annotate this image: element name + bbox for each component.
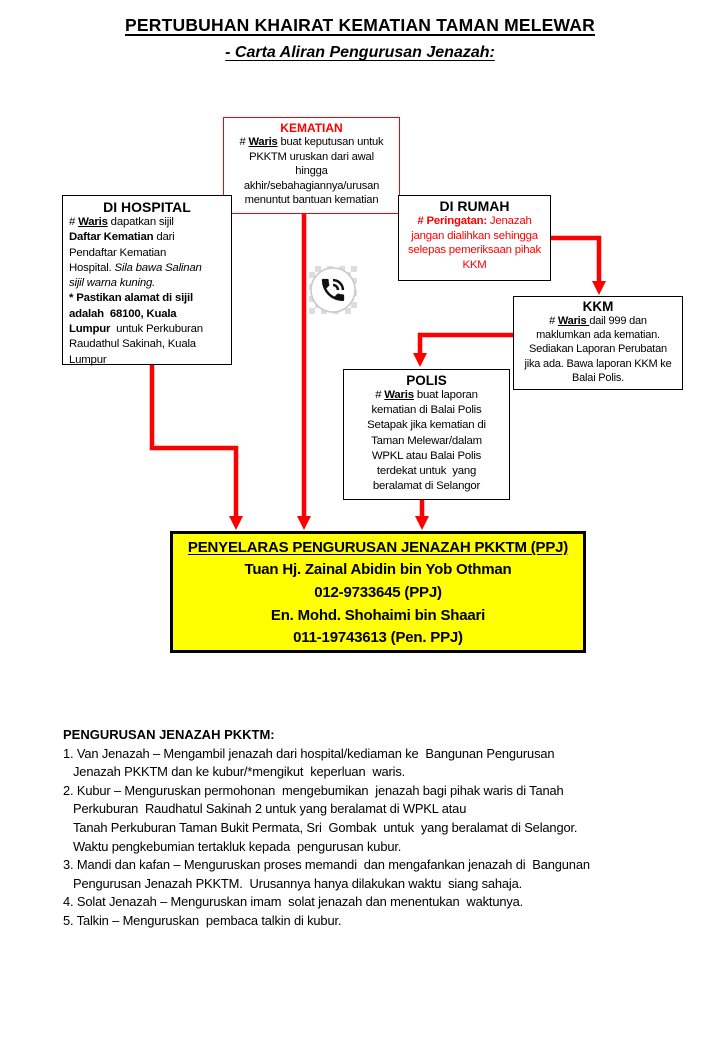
text-line: # Waris dapatkan sijil [69,216,174,228]
text-line: Sediakan Laporan Perubatan [529,343,667,356]
coordinator-phone-1: 012-9733645 (PPJ) [314,583,442,601]
text-line: hingga [295,165,328,178]
text-line: Lumpur untuk Perkuburan [69,323,203,336]
text-line: Taman Melewar/dalam [371,434,482,447]
coordinator-box [170,531,586,653]
text-line: Lumpur [69,353,107,366]
box-di-rumah-title: DI RUMAH [439,198,510,214]
text-line: Hospital. Sila bawa Salinan [69,261,202,274]
text-line: PKKTM uruskan dari awal [249,150,374,163]
text-line: beralamat di Selangor [372,480,481,493]
procedure-item: 5. Talkin – Menguruskan pembaca talkin di kubur. [63,912,342,928]
procedure-item-cont: Tanah Perkuburan Taman Bukit Permata, Sri Gombak untuk yang beralamat di Selangor. [73,819,578,835]
procedure-item: 4. Solat Jenazah – Menguruskan imam solat jenazah dan menentukan waktunya. [63,894,524,910]
procedure-item: 3. Mandi dan kafan – Menguruskan proses memandi dan mengafankan jenazah di Bangunan [63,857,590,873]
text-line: Setapak jika kematian di [367,419,486,432]
procedure-item-cont: Pengurusan Jenazah PKKTM. Urusannya hanya dilakukan waktu siang sahaja. [73,875,523,891]
page-subtitle: - Carta Aliran Pengurusan Jenazah: [225,44,495,61]
coordinator-phone-2: 011-19743613 (Pen. PPJ) [293,629,463,647]
procedure-item-cont: Perkuburan Raudhatul Sakinah 2 untuk yang beralamat di WPKL atau [73,801,467,817]
box-di-hospital [62,195,232,365]
text-line: KKM [462,258,487,271]
box-polis-title: POLIS [406,373,447,388]
procedure-item-cont: Jenazah PKKTM dan ke kubur/*mengikut keperluan waris. [73,764,406,780]
box-di-hospital-title: DI HOSPITAL [103,199,191,215]
text-line: # Waris buat laporan [375,389,478,401]
text-line: # Waris dail 999 dan [549,315,647,327]
text-line: WPKL atau Balai Polis [371,449,482,462]
coordinator-name-2: En. Mohd. Shohaimi bin Shaari [270,606,486,624]
arrow-hospital-to-ppj [152,365,243,530]
box-kkm [513,296,683,390]
text-line: jika ada. Bawa laporan KKM ke [524,357,672,370]
text-line: maklumkan ada kematian. [536,329,660,342]
text-line: terdekat untuk yang [376,465,477,478]
arrow-kkm-to-polis [413,335,514,367]
arrow-rumah-to-kkm [551,238,606,295]
text-line: akhir/sebahagiannya/urusan [243,179,380,192]
text-line: adalah 68100, Kuala [69,307,177,320]
coordinator-name-1: Tuan Hj. Zainal Abidin bin Yob Othman [244,561,512,578]
text-line: sijil warna kuning. [69,277,156,290]
text-line: jangan dialihkan sehingga [411,229,538,242]
box-kkm-title: KKM [582,299,614,314]
arrow-kematian-to-ppj [297,214,311,530]
text-line: kematian di Balai Polis [371,404,482,417]
text-line: selepas pemeriksaan pihak [407,244,542,257]
page-title: PERTUBUHAN KHAIRAT KEMATIAN TAMAN MELEWAR [125,15,595,35]
box-di-rumah [398,195,551,281]
text-line: # Peringatan: Jenazah [417,215,532,227]
text-line: Daftar Kematian dari [69,231,175,244]
phone-icon [309,266,357,314]
text-line: Pendaftar Kematian [69,246,167,259]
coordinator-heading: PENYELARAS PENGURUSAN JENAZAH PKKTM (PPJ) [187,539,569,556]
text-line: # Waris buat keputusan untuk [239,136,384,148]
text-line: Balai Polis. [571,371,624,384]
box-polis [343,369,510,500]
text-line: * Pastikan alamat di sijil [69,292,193,305]
procedures-heading: PENGURUSAN JENAZAH PKKTM: [63,727,275,742]
procedure-item: 1. Van Jenazah – Mengambil jenazah dari hospital/kediaman ke Bangunan Pengurusan [63,745,555,761]
procedure-item-cont: Waktu pengkebumian tertakluk kepada pengurusan kubur. [73,838,402,854]
arrow-polis-to-ppj [415,500,429,530]
box-kematian [223,117,400,214]
box-kematian-title: KEMATIAN [280,121,343,135]
procedure-item: 2. Kubur – Menguruskan permohonan mengebumikan jenazah bagi pihak waris di Tanah [63,782,564,798]
text-line: menuntut bantuan kematian [244,194,379,207]
procedures-section [63,726,703,931]
text-line: Raudathul Sakinah, Kuala [69,338,196,351]
